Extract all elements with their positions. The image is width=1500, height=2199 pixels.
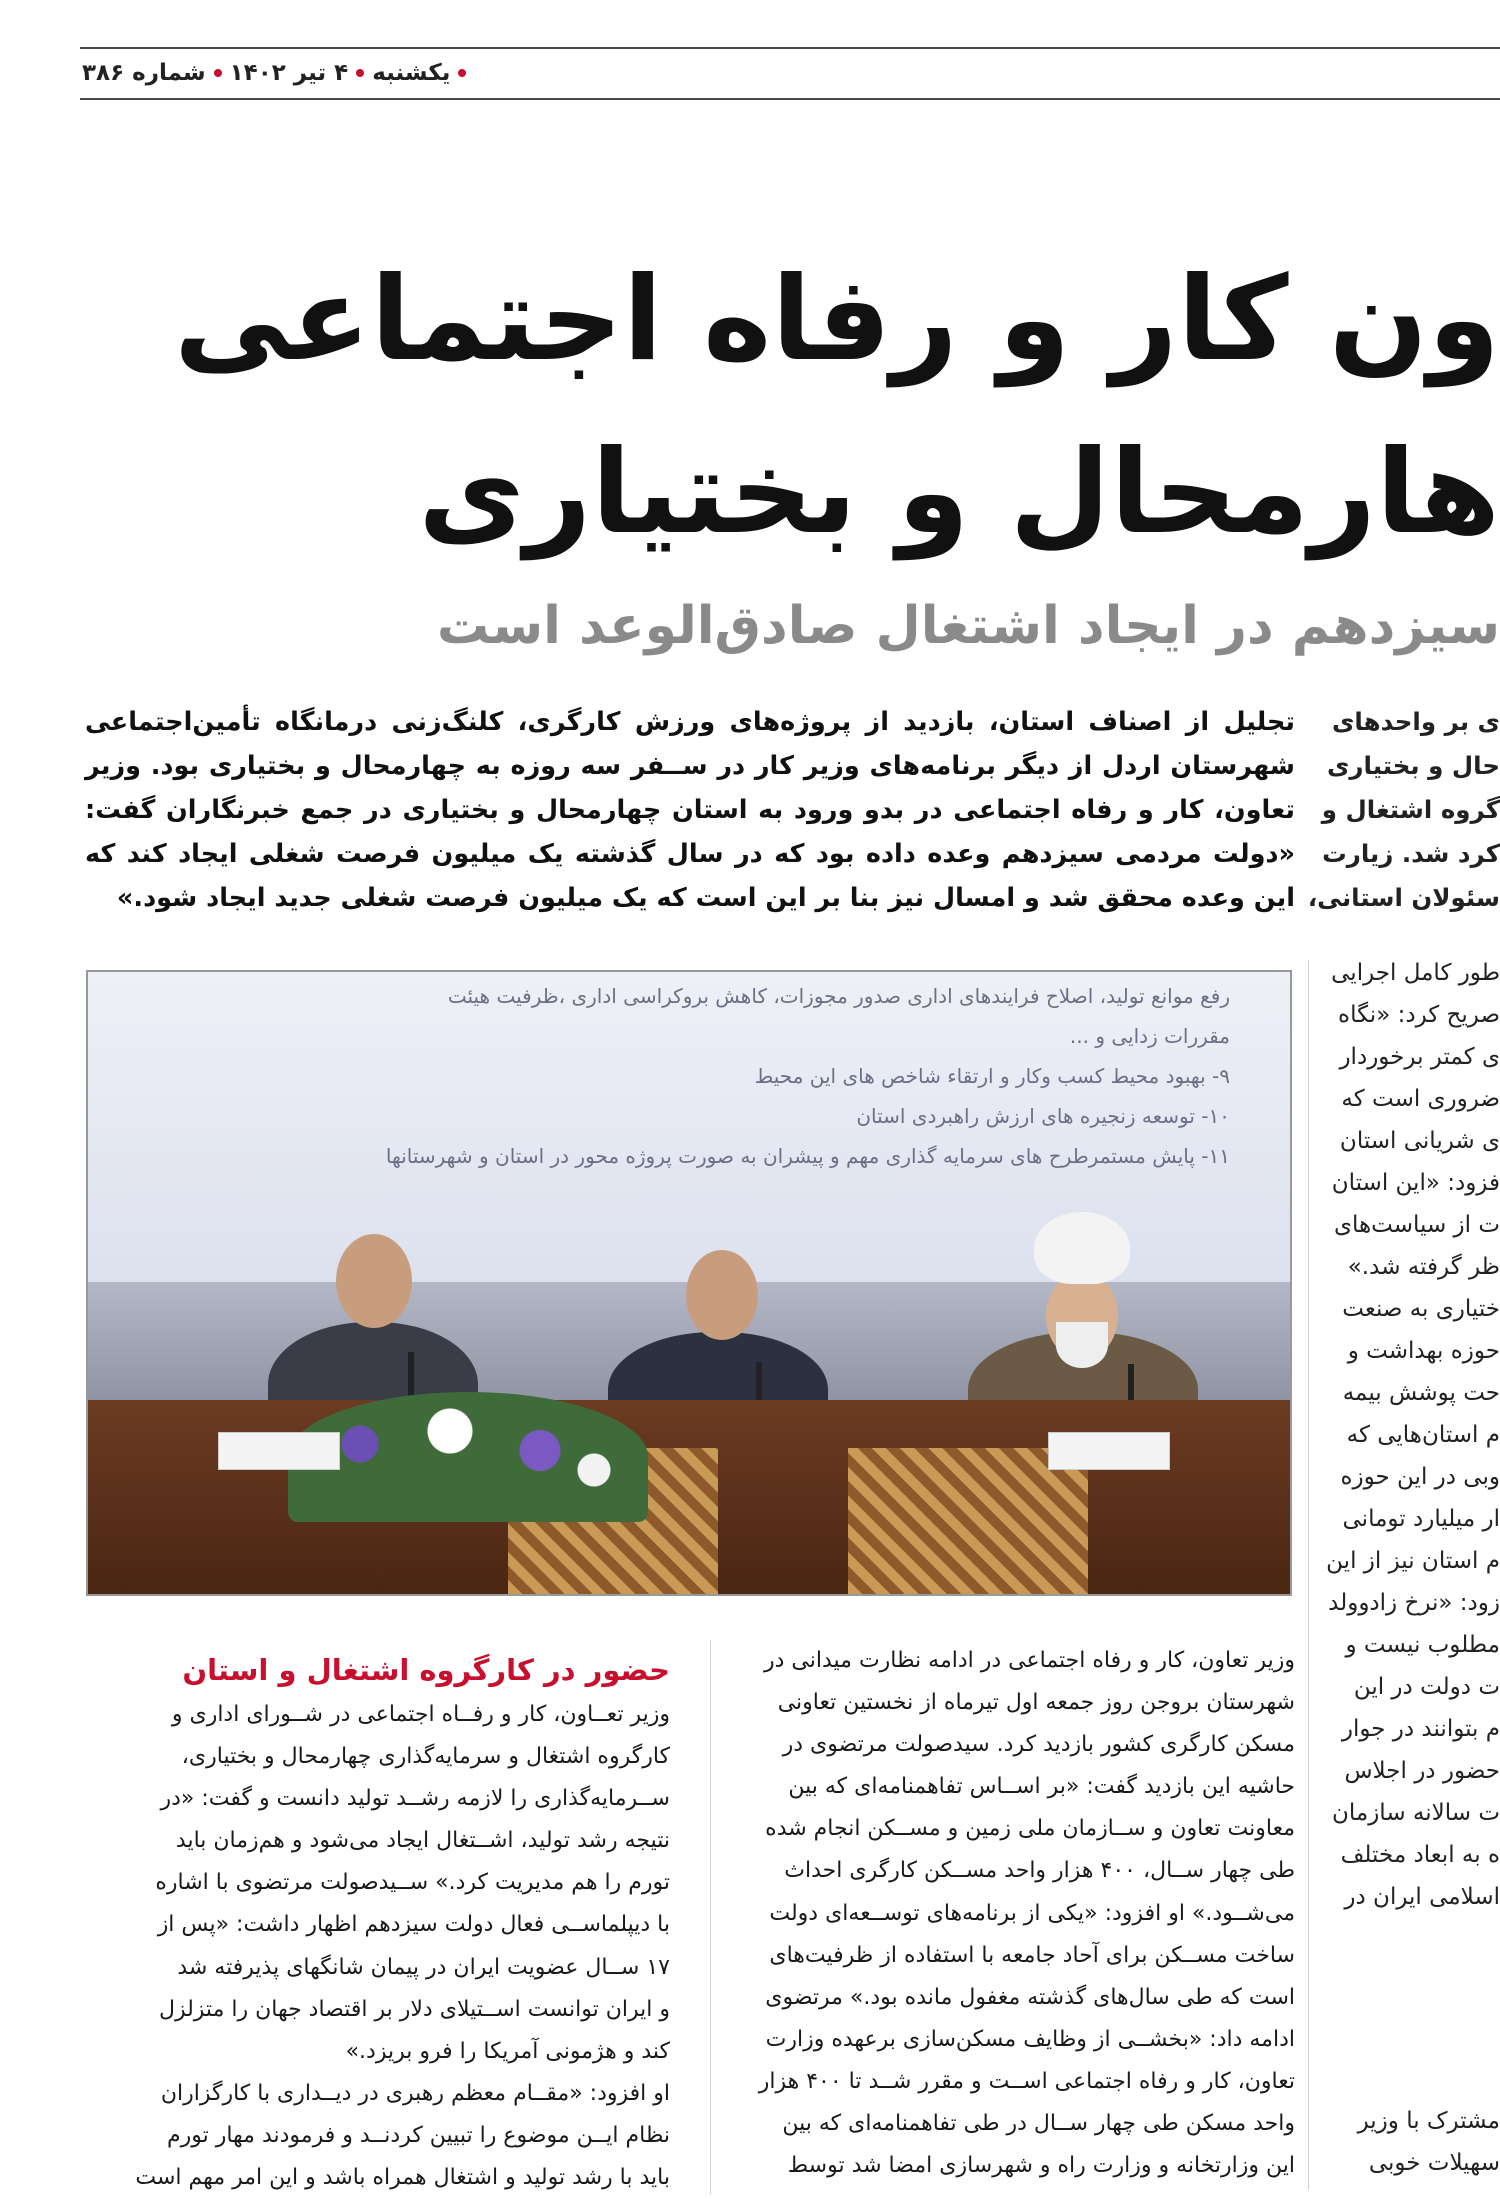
beard [1056,1322,1108,1368]
text-line: طور کامل اجرایی [1331,960,1500,986]
text-line: کرد شد. زیارت [1322,839,1500,868]
text-line: نتیجه رشد تولید، اشــتغال ایجاد می‌شود و هم‌زمان باید [175,1828,670,1854]
text-line: است که طی سال‌های گذشته مغفول مانده بود.» مرتضوی [765,1984,1295,2010]
text-line: م بتوانند در جوار [1341,1716,1500,1742]
text-line: ی بر واحدهای [1331,707,1500,736]
lead-paragraph: تجلیل از اصناف استان، بازدید از پروژه‌های ورزش کارگری، کلنگ‌زنی درمانگاه تأمین‌اجتماعی شهرستان اردل از دیگر برنامه‌های وزیر کار در ســفر سه روزه به چهارمحال و بختیاری بود. وزیر تعاون، کار و رفاه اجتماعی در بدو ورود به استان چهارمحال و بختیاری در جمع خبرنگاران گفت: «دولت مردمی سیزدهم وعده داده بود که در سال گذشته یک میلیون فرصت شغلی ایجاد کند که این وعده محقق شد و امسال نیز بنا بر این است که یک میلیون فرصت شغلی جدید ایجاد شود.» [85,707,1295,913]
text-line: کند و هژمونی آمریکا را فرو بریزد.» [345,2038,670,2064]
header-top-rule [80,47,1500,49]
text-line: و ایران توانست اســتیلای دلار بر اقتصاد جهان را متزلزل [158,1996,670,2022]
text-line: ادامه داد: «بخشــی از وظایف مسکن‌سازی برعهده وزارت [765,2026,1295,2052]
text-line: ختیاری به صنعت [1342,1296,1500,1322]
text-line: م استان‌هایی که [1346,1422,1500,1448]
text-line: طی چهار ســال، ۴۰۰ هزار واحد مســکن کارگری احداث [784,1858,1295,1884]
text-line: مسکن کارگری کشور بازدید کرد. سیدصولت مرتضوی در [782,1732,1295,1758]
text-line: سئولان استانی، [1307,883,1500,912]
person-left-head [336,1234,412,1328]
nameplate [218,1432,340,1470]
bullet-icon [458,69,466,77]
folio-date: ۴ تیر ۱۴۰۲ [229,60,349,86]
text-line: تورم را هم مدیریت کرد.» ســیدصولت مرتضوی با اشاره [155,1870,670,1896]
right-column-footer [1300,2100,1500,2184]
headline-line-1: ون کار و رفاه اجتماعی [174,252,1500,387]
text-line: ۱۷ ســال عضویت ایران در پیمان شانگهای پذیرفته شد [177,1954,670,1980]
text-line: ت سالانه سازمان [1331,1800,1500,1826]
text-line: ساخت مســکن برای آحاد جامعه با استفاده از ظرفیت‌های [769,1942,1295,1968]
text-line: واحد مسکن طی چهار ســال در طی تفاهمنامه‌ای که بین [782,2111,1295,2137]
text-line: فزود: «این استان [1331,1170,1500,1196]
text-line: سهیلات خوبی [1368,2150,1500,2176]
slide-line: ۹- بهبود محیط کسب وکار و ارتقاء شاخص های این محیط [754,1064,1230,1088]
text-line: حال و بختیاری [1326,751,1500,780]
slide-line: ۱۰- توسعه زنجیره های ارزش راهبردی استان [856,1104,1230,1128]
bullet-icon [356,69,364,77]
text-line: وزیر تعاون، کار و رفاه اجتماعی در ادامه نظارت میدانی در [764,1648,1295,1673]
text-line: حضور در اجلاس [1344,1758,1500,1784]
text-line: صریح کرد: «نگاه [1338,1002,1500,1028]
text-line: مشترک با وزیر [1357,2108,1500,2134]
text-line: ضروری است که [1341,1086,1500,1112]
headline-line-2: هارمحال و بختیاری [418,425,1500,560]
turban [1034,1212,1130,1284]
text-line: ه به ابعاد مختلف [1340,1842,1500,1868]
text-line: می‌شــود.» او افزود: «یکی از برنامه‌های توســعه‌ای دولت [769,1900,1295,1926]
text-line: ی کمتر برخوردار [1339,1044,1500,1070]
text-line: حت پوشش بیمه [1342,1380,1500,1406]
text-line: این وزارتخانه و وزارت راه و شهرسازی امضا شد توسط [787,2153,1295,2179]
column-rule [710,1640,711,2194]
text-line: باید با رشد تولید و اشتغال همراه باشد و این امر مهم است [135,2165,670,2191]
folio-day: یکشنبه [372,60,451,86]
text-line: حوزه بهداشت و [1347,1338,1500,1364]
text-line: وبی در این حوزه [1340,1464,1500,1490]
folio-issue: شماره ۳۸۶ [82,60,206,86]
text-line: ت دولت در این [1353,1674,1500,1700]
text-line: ظر گرفته شد.» [1347,1254,1500,1280]
column-rule [1308,960,1309,2190]
nameplate [1048,1432,1170,1470]
article-column-middle [745,1640,1295,2194]
subheadline: سیزدهم در ایجاد اشتغال صادق‌الوعد است [436,596,1500,656]
right-column-body [1300,952,1500,1918]
text-line: ار میلیارد تومانی [1342,1506,1500,1532]
news-photo [86,970,1292,1596]
text-line: زود: «نرخ زادوولد [1328,1590,1500,1616]
slide-text [198,976,1230,1176]
article-column-left [85,1694,670,2194]
slide-line: رفع موانع تولید، اصلاح فرایندهای اداری صدور مجوزات، کاهش بروکراسی اداری ،ظرفیت هیئت [447,984,1230,1008]
text-line: اسلامی ایران در [1344,1884,1500,1910]
text-line: م استان نیز از این [1326,1548,1500,1574]
text-line: حاشیه این بازدید گفت: «بر اســاس تفاهمنامه‌ای که بین [788,1774,1295,1800]
slide-line: ۱۱- پایش مستمرطرح های سرمایه گذاری مهم و پیشران به صورت پروژه محور در استان و شهرستانها [385,1144,1230,1168]
slide-line: مقررات زدایی و ... [1069,1024,1230,1048]
bullet-icon [214,69,222,77]
text-line: کارگروه اشتغال و سرمایه‌گذاری چهارمحال و بختیاری، [181,1744,670,1770]
flower-arrangement [288,1392,648,1522]
folio [82,52,466,94]
header-bottom-rule [80,98,1500,100]
text-line: تعاون، کار و رفاه اجتماعی اســت و مقرر شــد تا ۴۰۰ هزار [758,2068,1295,2094]
text-line: با دیپلماســی فعال دولت سیزدهم اظهار داشت: «پس از [157,1912,670,1938]
text-line: ی شریانی استان [1339,1128,1500,1154]
text-line: ت از سیاست‌های [1334,1212,1500,1238]
text-line: او افزود: «مقــام معظم رهبری در دیــداری با کارگزاران [160,2080,670,2106]
text-line: شهرستان بروجن روز جمعه اول تیرماه از نخستین تعاونی [777,1690,1295,1716]
text-line: نظام ایــن موضوع را تبیین کردنــد و فرمودند مهار تورم [166,2122,670,2148]
text-line: معاونت تعاون و ســازمان ملی زمین و مســکن انجام شده [765,1816,1295,1842]
text-line: مطلوب نیست و [1345,1632,1500,1658]
text-line: گروه اشتغال و [1321,795,1500,824]
text-line: وزیر تعــاون، کار و رفــاه اجتماعی در شــورای اداری و [171,1702,670,1727]
right-column-lead [1300,700,1500,920]
person-center-head [686,1250,758,1340]
section-heading: حضور در کارگروه اشتغال و استان [182,1653,670,1687]
text-line: ســرمایه‌گذاری را لازمه رشــد تولید دانست و گفت: «در [160,1786,670,1812]
